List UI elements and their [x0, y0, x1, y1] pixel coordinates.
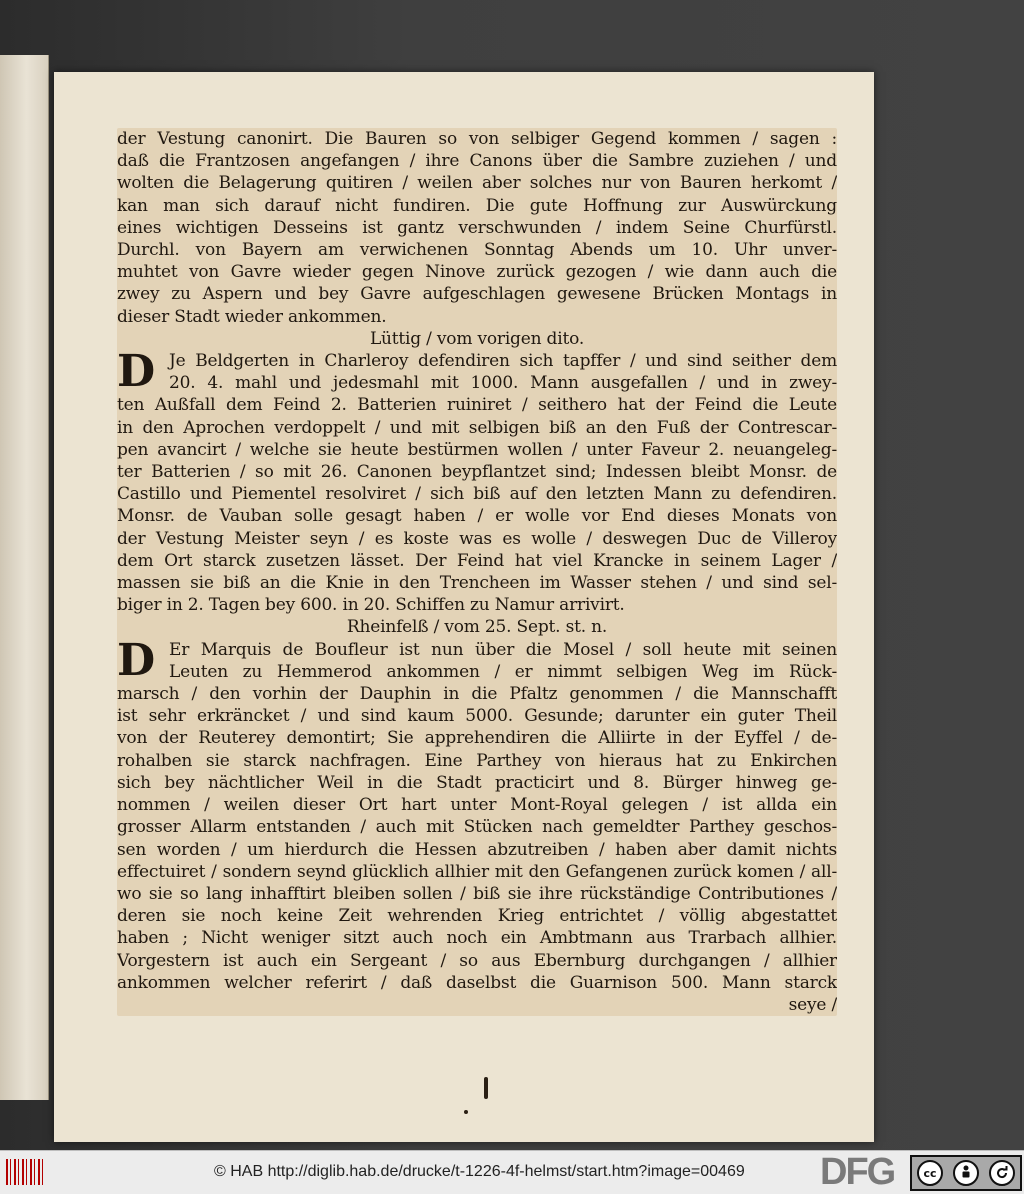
text-line: 20. 4. mahl und jedesmahl mit 1000. Mann ausgefallen / und in zwey- — [169, 373, 837, 394]
dfg-logo[interactable]: DFG — [820, 1151, 895, 1193]
sa-icon — [989, 1160, 1015, 1186]
text-line: der Vestung canonirt. Die Bauren so von selbiger Gegend kommen / sagen : — [117, 129, 837, 149]
section-rheinfels — [117, 634, 837, 1016]
text-line: der Vestung Meister seyn / es koste was es wolle / deswegen Duc de Villeroy — [117, 528, 837, 549]
text-line: nommen / weilen dieser Ort hart unter Mont-Royal gelegen / ist allda ein — [117, 795, 837, 816]
text-line: haben ; Nicht weniger sitzt auch noch ein Ambtmann aus Trarbach allhier. — [117, 928, 837, 949]
text-line: Monsr. de Vauban solle gesagt haben / er wolle vor End dieses Monats von — [117, 506, 837, 527]
cc-icon: cc — [917, 1160, 943, 1186]
barcode-icon — [6, 1159, 46, 1185]
facing-page-edge — [0, 55, 49, 1100]
text-line: ankommen welcher referirt / daß daselbst die Guarnison 500. Mann starck — [117, 972, 837, 993]
text-line: massen sie biß an die Knie in den Trencheen im Wasser stehen / und sind sel- — [117, 573, 837, 594]
text-line: zwey zu Aspern und bey Gavre aufgeschlagen gewesene Brücken Montags in — [117, 284, 837, 305]
text-line: Durchl. von Bayern am verwichenen Sonntag Abends um 10. Uhr unver- — [117, 240, 837, 261]
section-heading-rheinfels: Rheinfelß / vom 25. Sept. st. n. — [346, 617, 608, 638]
text-line: ist sehr erkräncket / und sind kaum 5000. Gesunde; darunter ein guter Theil — [117, 706, 837, 727]
catchword: seye / — [788, 994, 837, 1015]
viewer-footer — [0, 1150, 1024, 1194]
text-line: sen worden / um hierdurch die Hessen abzutreiben / haben aber damit nichts — [117, 839, 837, 860]
text-line: Leuten zu Hemmerod ankommen / er nimmt selbigen Weg im Rück- — [169, 661, 837, 682]
text-line: muhtet von Gavre wieder gegen Ninove zurück gezogen / wie dann auch die — [117, 262, 837, 283]
text-line: deren sie noch keine Zeit wehrenden Krieg entrichtet / völlig abgestattet — [117, 906, 837, 927]
dropcap: D — [117, 634, 156, 686]
text-line: pen avancirt / welche sie heute bestürmen wollen / unter Faveur 2. neuangeleg- — [117, 439, 837, 460]
text-line: biger in 2. Tagen bey 600. in 20. Schiffen zu Namur arrivirt. — [117, 595, 625, 616]
document-page — [54, 72, 874, 1142]
text-block — [117, 128, 837, 1016]
text-line: daß die Frantzosen angefangen / ihre Canons über die Sambre zuziehen / und — [117, 151, 837, 172]
text-line: kan man sich darauf nicht fundiren. Die gute Hoffnung zur Auswürckung — [117, 195, 837, 216]
cc-license-badge[interactable] — [910, 1155, 1022, 1191]
text-line: Je Beldgerten in Charleroy defendiren sich tapffer / und sind seither dem — [169, 351, 837, 372]
by-icon — [953, 1160, 979, 1186]
text-line: von der Reuterey demontirt; Sie apprehendiren die Alliirte in der Eyffel / de- — [117, 728, 837, 749]
section-luettig — [117, 346, 837, 616]
person-icon — [959, 1165, 973, 1181]
text-line: in den Aprochen verdoppelt / und mit selbigen biß an den Fuß der Contrescar- — [117, 417, 837, 438]
text-line: effectuiret / sondern seynd glücklich allhier mit den Gefangenen zurück komen / all- — [117, 861, 837, 882]
text-line: Castillo und Piementel resolviret / sich biß auf den letzten Mann zu defendiren. — [117, 484, 837, 505]
text-line: rohalben sie starck nachfragen. Eine Parthey von hieraus hat zu Enkirchen — [117, 750, 837, 771]
text-line: Vorgestern ist auch ein Sergeant / so aus Ebernburg durchgangen / allhier — [117, 950, 837, 971]
text-line: sich bey nächtlicher Weil in die Stadt practicirt und 8. Bürger hinweg ge- — [117, 772, 837, 793]
ink-blot — [484, 1077, 488, 1099]
text-line: dem Ort starck zusetzen lässet. Der Feind hat viel Krancke in seinem Lager / — [117, 550, 837, 571]
text-line: grosser Allarm entstanden / auch mit Stücken nach gemeldter Parthey geschos- — [117, 817, 837, 838]
section-heading-luettig: Lüttig / vom vorigen dito. — [369, 328, 585, 349]
text-line: dieser Stadt wieder ankommen. — [117, 306, 387, 327]
share-alike-icon — [994, 1165, 1010, 1181]
dropcap: D — [117, 346, 156, 398]
text-line: wo sie so lang inhafftirt bleiben sollen / biß sie ihre rückständige Contributiones / — [117, 883, 837, 904]
text-line: wolten die Belagerung quitiren / weilen aber solches nur von Bauren herkomt / — [117, 173, 837, 194]
text-line: eines wichtigen Desseins ist gantz verschwunden / indem Seine Churfürstl. — [117, 217, 837, 238]
credit-link[interactable]: © HAB http://diglib.hab.de/drucke/t-1226-4f-helmst/start.htm?image=00469 — [214, 1163, 745, 1180]
text-line: marsch / den vorhin der Dauphin in die Pfaltz genommen / die Mannschafft — [117, 684, 837, 705]
text-line: ter Batterien / so mit 26. Canonen beypflantzet sind; Indessen bleibt Monsr. de — [117, 462, 837, 483]
text-line: Er Marquis de Boufleur ist nun über die Mosel / soll heute mit seinen — [169, 639, 837, 660]
text-line: ten Außfall dem Feind 2. Batterien ruiniret / seithero hat der Feind die Leute — [117, 395, 837, 416]
ink-dot — [464, 1110, 468, 1114]
